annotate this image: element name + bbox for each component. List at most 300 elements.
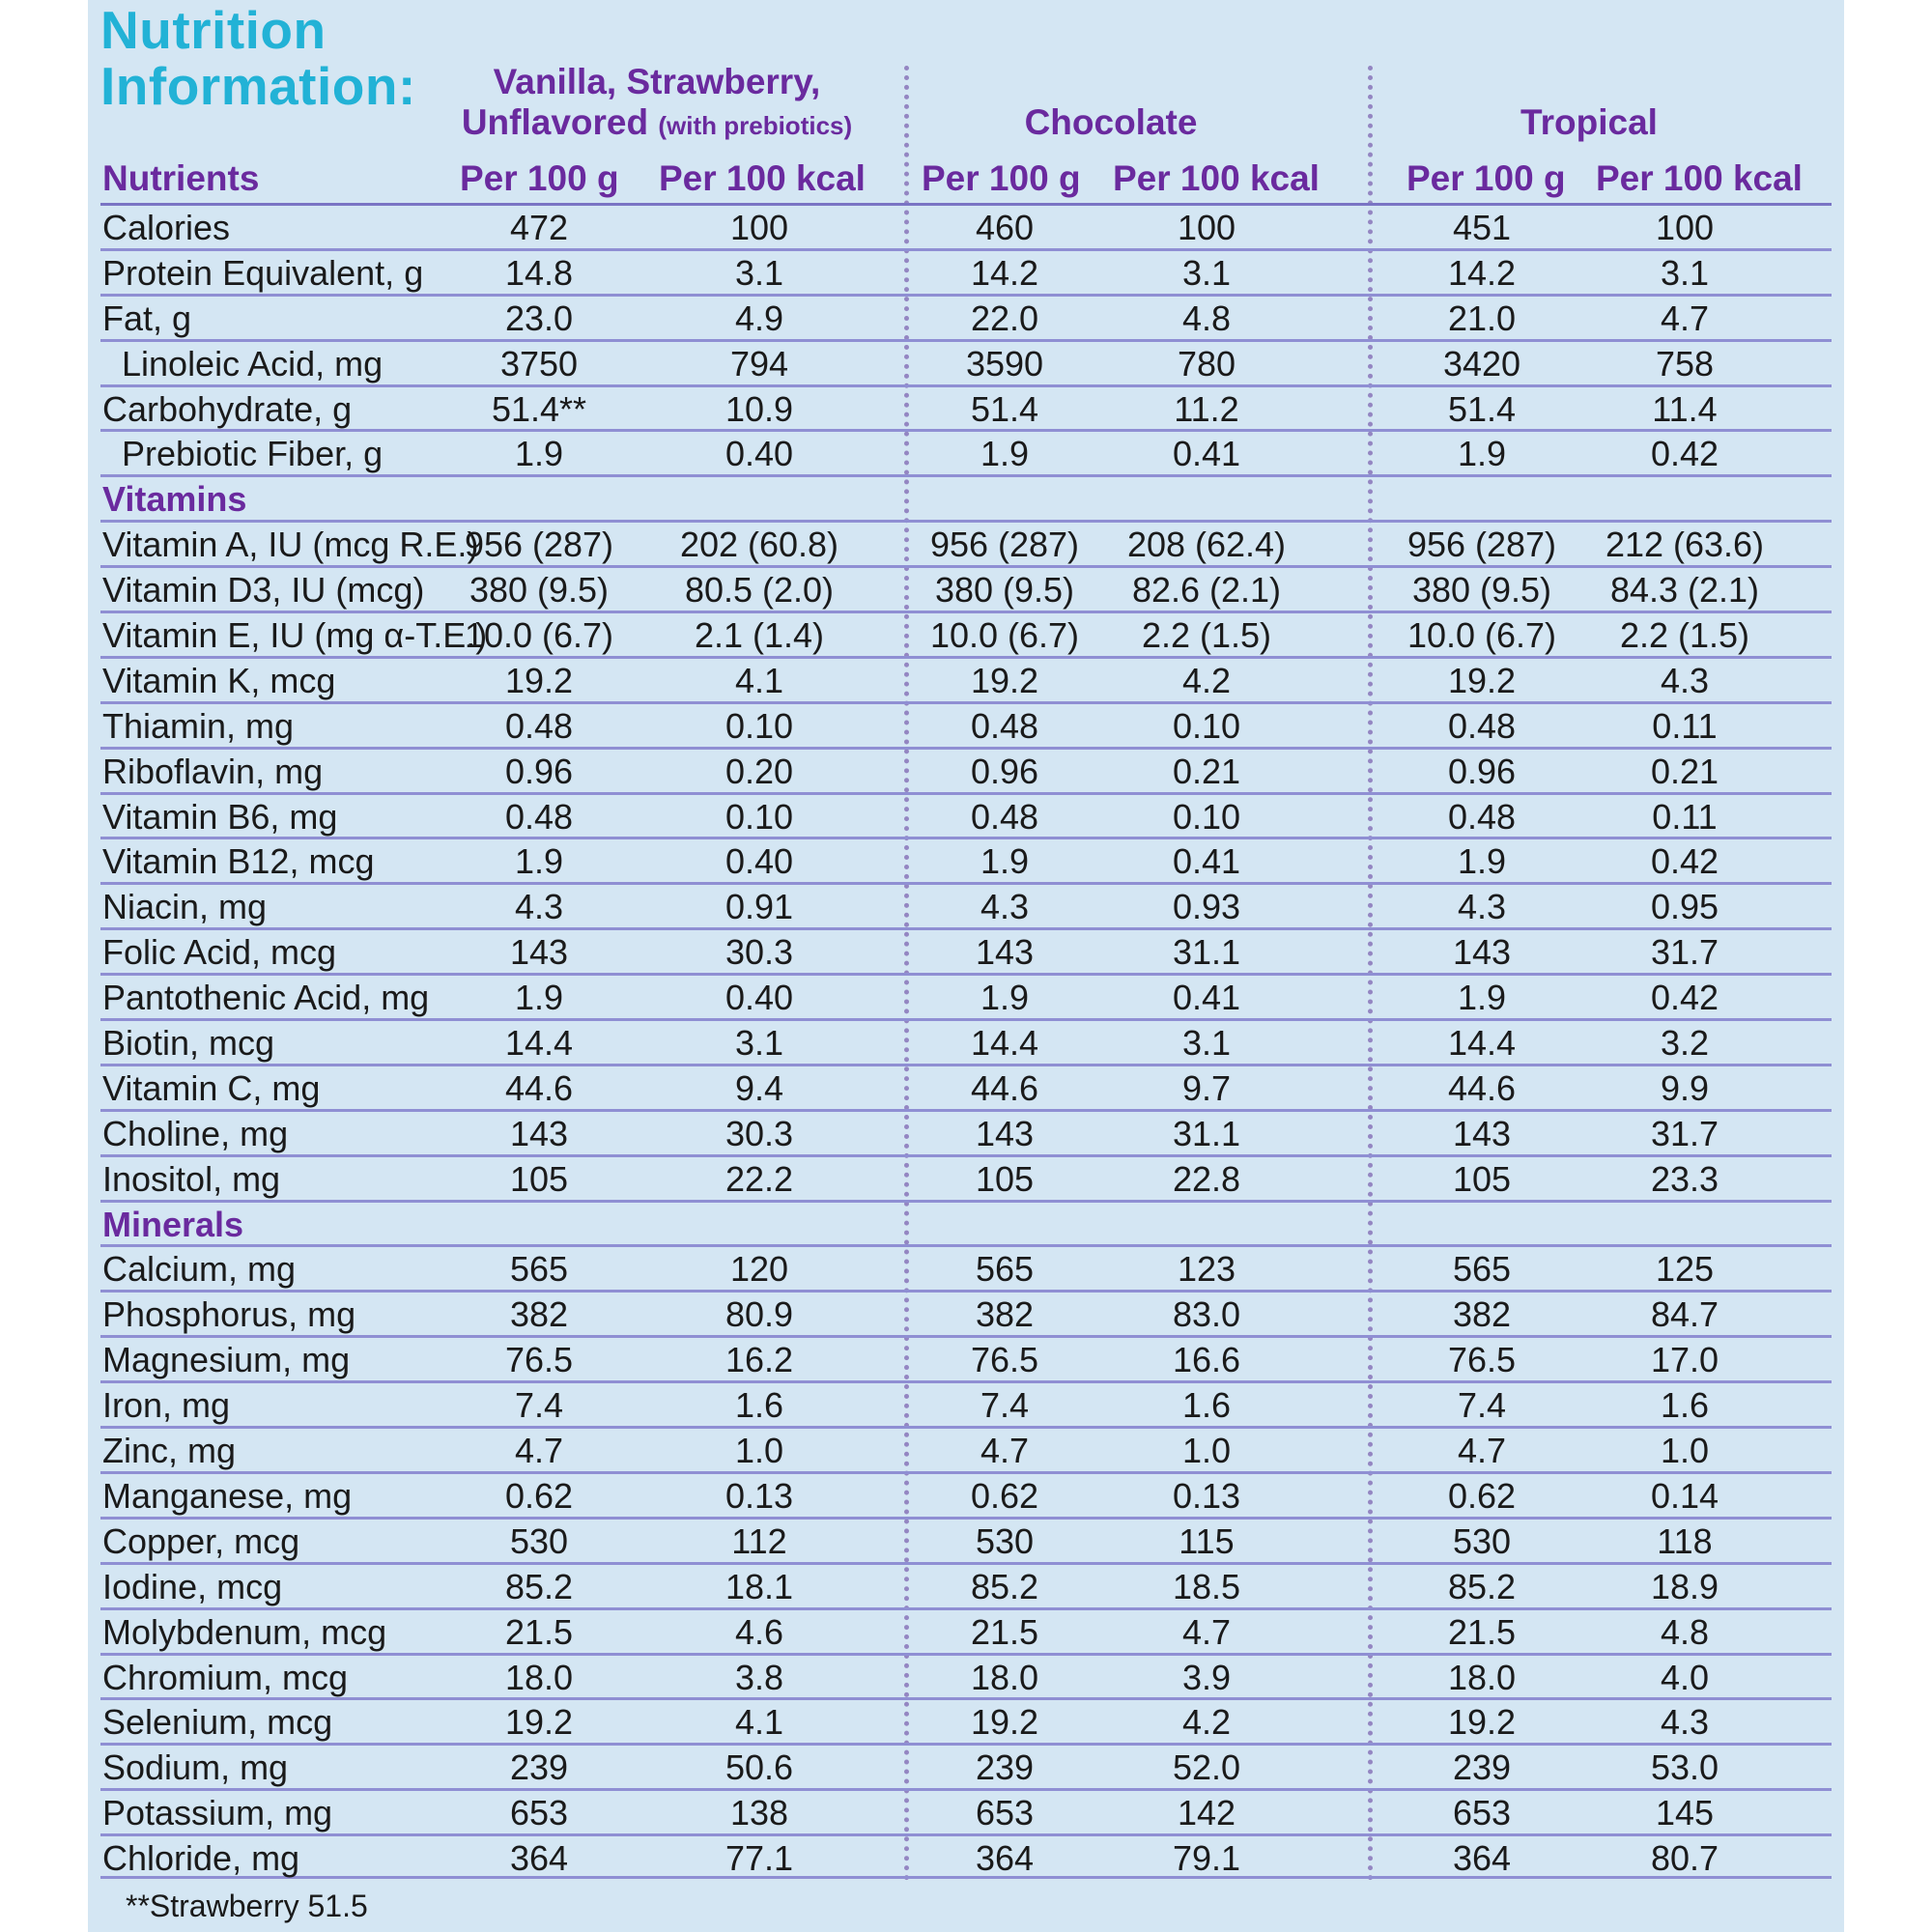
nutrient-name: Choline, mg [102,1113,289,1153]
value-cell: 4.0 [1660,1657,1710,1697]
table-row [100,1018,1832,1064]
table-row [100,565,1832,611]
value-cell: 472 [509,208,569,247]
nutrient-name: Protein Equivalent, g [102,252,424,293]
nutrient-name: Iron, mg [102,1385,231,1426]
value-cell: 23.3 [1650,1158,1719,1199]
group-heading-vanilla-strawberry-unflavored [454,62,860,146]
value-cell: 0.48 [1447,796,1517,837]
value-cell: 2.1 (1.4) [694,615,825,656]
value-cell: 14.8 [504,252,574,293]
table-row [100,1109,1832,1154]
value-cell: 0.48 [1447,705,1517,746]
col-header-per100g-1: Per 100 g [460,158,619,198]
table-row [100,747,1832,792]
value-cell: 21.5 [504,1611,574,1652]
value-cell: 85.2 [970,1566,1039,1606]
value-cell: 11.2 [1174,388,1239,429]
value-cell: 382 [1452,1294,1512,1335]
value-cell: 85.2 [1447,1566,1517,1606]
value-cell: 1.9 [514,978,564,1018]
value-cell: 123 [1177,1249,1236,1290]
nutrient-name: Vitamin K, mcg [102,660,336,700]
col-header-per100kcal-2: Per 100 kcal [1113,158,1320,198]
table-row [100,339,1832,384]
value-cell: 0.40 [724,434,794,474]
value-cell: 31.1 [1172,1113,1241,1153]
table-row [100,1833,1832,1879]
value-cell: 0.42 [1650,434,1719,474]
nutrient-name: Magnesium, mg [102,1340,351,1380]
value-cell: 1.6 [1660,1385,1710,1426]
value-cell: 0.96 [504,751,574,791]
table-row [100,1154,1832,1200]
value-cell: 3.2 [1660,1023,1710,1064]
value-cell: 3.1 [1181,1023,1232,1064]
nutrient-name: Fat, g [102,298,192,338]
table-row [100,248,1832,294]
value-cell: 956 (287) [1406,525,1557,565]
value-cell: 4.7 [1181,1611,1232,1652]
value-cell: 79.1 [1172,1838,1241,1879]
value-cell: 451 [1452,208,1512,247]
value-cell: 11.4 [1652,388,1718,429]
nutrient-name: Calories [102,208,231,247]
value-cell: 0.10 [724,796,794,837]
value-cell: 0.11 [1652,705,1718,746]
value-cell: 18.0 [1447,1657,1517,1697]
value-cell: 653 [509,1793,569,1833]
value-cell: 380 (9.5) [1411,570,1552,611]
value-cell: 10.0 (6.7) [929,615,1080,656]
value-cell: 1.0 [1181,1431,1232,1471]
table-row [100,520,1832,565]
value-cell: 85.2 [504,1566,574,1606]
value-cell: 143 [1452,932,1512,973]
value-cell: 7.4 [1457,1385,1507,1426]
table-row [100,1517,1832,1562]
value-cell: 143 [975,1113,1035,1153]
section-header-row [100,1200,1832,1245]
value-cell: 80.5 (2.0) [684,570,835,611]
value-cell: 76.5 [504,1340,574,1380]
value-cell: 0.95 [1650,887,1719,927]
value-cell: 3420 [1442,343,1521,384]
value-cell: 53.0 [1650,1747,1719,1788]
value-cell: 4.2 [1181,1702,1232,1743]
value-cell: 14.2 [970,252,1039,293]
value-cell: 0.42 [1650,841,1719,882]
value-cell: 16.6 [1172,1340,1241,1380]
value-cell: 7.4 [514,1385,564,1426]
value-cell: 9.4 [734,1067,784,1108]
value-cell: 4.2 [1181,660,1232,700]
value-cell: 18.0 [504,1657,574,1697]
nutrient-name: Folic Acid, mcg [102,932,337,973]
value-cell: 50.6 [724,1747,794,1788]
value-cell: 3.8 [734,1657,784,1697]
nutrient-name: Prebiotic Fiber, g [122,434,384,474]
value-cell: 4.7 [514,1431,564,1471]
table-row [100,1244,1832,1290]
value-cell: 956 (287) [464,525,614,565]
nutrient-name: Carbohydrate, g [102,388,353,429]
value-cell: 380 (9.5) [469,570,610,611]
value-cell: 14.4 [970,1023,1039,1064]
nutrient-name: Copper, mcg [102,1520,300,1561]
value-cell: 758 [1655,343,1715,384]
value-cell: 18.0 [970,1657,1039,1697]
nutrient-name: Sodium, mg [102,1747,289,1788]
nutrient-name: Pantothenic Acid, mg [102,978,430,1018]
col-header-per100kcal-1: Per 100 kcal [659,158,866,198]
value-cell: 4.3 [1457,887,1507,927]
table-row [100,837,1832,882]
value-cell: 0.62 [1447,1475,1517,1516]
group-heading-flavor: Unflavored [461,102,649,142]
value-cell: 1.9 [1457,434,1507,474]
value-cell: 51.4 [1447,388,1517,429]
value-cell: 1.0 [1660,1431,1710,1471]
value-cell: 956 (287) [929,525,1080,565]
table-row [100,927,1832,973]
value-cell: 84.7 [1650,1294,1719,1335]
section-header-row [100,474,1832,520]
value-cell: 4.3 [1660,660,1710,700]
value-cell: 382 [975,1294,1035,1335]
value-cell: 17.0 [1650,1340,1719,1380]
value-cell: 4.8 [1181,298,1232,338]
table-row [100,1653,1832,1698]
value-cell: 0.21 [1650,751,1719,791]
value-cell: 4.7 [980,1431,1030,1471]
value-cell: 30.3 [724,932,794,973]
table-row [100,1290,1832,1335]
value-cell: 100 [729,208,789,247]
table-row [100,1743,1832,1788]
value-cell: 0.48 [970,705,1039,746]
value-cell: 1.0 [734,1431,784,1471]
value-cell: 142 [1177,1793,1236,1833]
table-row [100,611,1832,656]
value-cell: 0.20 [724,751,794,791]
value-cell: 100 [1177,208,1236,247]
value-cell: 565 [509,1249,569,1290]
value-cell: 460 [975,208,1035,247]
value-cell: 118 [1657,1520,1713,1561]
nutrient-name: Linoleic Acid, mg [122,343,384,384]
nutrition-table [100,203,1832,1879]
table-row [100,1607,1832,1653]
value-cell: 21.5 [970,1611,1039,1652]
value-cell: 530 [1452,1520,1512,1561]
value-cell: 4.1 [734,1702,784,1743]
value-cell: 143 [509,932,569,973]
value-cell: 3.1 [1181,252,1232,293]
value-cell: 31.7 [1650,932,1719,973]
value-cell: 10.9 [724,388,794,429]
value-cell: 9.7 [1181,1067,1232,1108]
value-cell: 239 [1452,1747,1512,1788]
value-cell: 565 [975,1249,1035,1290]
value-cell: 22.2 [724,1158,794,1199]
value-cell: 22.8 [1172,1158,1241,1199]
value-cell: 77.1 [724,1838,794,1879]
value-cell: 0.40 [724,978,794,1018]
value-cell: 18.9 [1650,1566,1719,1606]
group-heading-line-1: Vanilla, Strawberry, [493,62,821,101]
nutrient-name: Calcium, mg [102,1249,297,1290]
value-cell: 14.4 [504,1023,574,1064]
value-cell: 380 (9.5) [934,570,1075,611]
value-cell: 19.2 [970,660,1039,700]
nutrient-name: Thiamin, mg [102,705,295,746]
value-cell: 0.62 [504,1475,574,1516]
table-row [100,701,1832,747]
value-cell: 1.9 [514,434,564,474]
value-cell: 3.1 [734,252,784,293]
value-cell: 1.9 [514,841,564,882]
value-cell: 0.13 [1172,1475,1241,1516]
value-cell: 0.21 [1172,751,1241,791]
value-cell: 52.0 [1172,1747,1241,1788]
col-header-per100g-3: Per 100 g [1406,158,1566,198]
table-row [100,882,1832,927]
value-cell: 212 (63.6) [1605,525,1765,565]
nutrient-name: Phosphorus, mg [102,1294,356,1335]
nutrient-name: Molybdenum, mcg [102,1611,387,1652]
nutrient-name: Vitamin E, IU (mg α-T.E.) [102,615,488,656]
page-title [100,2,416,114]
value-cell: 1.9 [980,978,1030,1018]
value-cell: 0.11 [1652,796,1718,837]
group-heading-tropical: Tropical [1520,102,1658,142]
value-cell: 18.5 [1172,1566,1241,1606]
value-cell: 4.1 [734,660,784,700]
value-cell: 19.2 [504,1702,574,1743]
nutrient-name: Vitamin C, mg [102,1067,321,1108]
value-cell: 794 [729,343,789,384]
value-cell: 80.9 [724,1294,794,1335]
value-cell: 0.48 [970,796,1039,837]
value-cell: 31.1 [1172,932,1241,973]
value-cell: 1.6 [1181,1385,1232,1426]
value-cell: 4.8 [1660,1611,1710,1652]
table-row [100,294,1832,339]
value-cell: 112 [731,1520,787,1561]
table-row [100,973,1832,1018]
value-cell: 0.41 [1172,434,1241,474]
value-cell: 0.13 [724,1475,794,1516]
value-cell: 1.9 [1457,978,1507,1018]
value-cell: 145 [1655,1793,1715,1833]
value-cell: 1.9 [980,841,1030,882]
nutrient-name: Potassium, mg [102,1793,333,1833]
table-row [100,1426,1832,1471]
nutrient-name: Chloride, mg [102,1838,300,1879]
table-row [100,1380,1832,1426]
nutrient-name: Selenium, mcg [102,1702,333,1743]
title-line-2: Information: [100,56,416,116]
value-cell: 239 [975,1747,1035,1788]
value-cell: 0.91 [724,887,794,927]
table-row [100,384,1832,430]
value-cell: 530 [509,1520,569,1561]
value-cell: 19.2 [1447,1702,1517,1743]
table-row [100,1697,1832,1743]
col-header-nutrients: Nutrients [102,158,260,198]
value-cell: 100 [1655,208,1715,247]
value-cell: 19.2 [970,1702,1039,1743]
nutrient-name: Zinc, mg [102,1431,237,1471]
section-label: Vitamins [102,479,247,520]
value-cell: 76.5 [970,1340,1039,1380]
group-heading-line-2 [454,102,860,146]
table-row [100,203,1832,248]
value-cell: 653 [1452,1793,1512,1833]
value-cell: 21.5 [1447,1611,1517,1652]
value-cell: 239 [509,1747,569,1788]
value-cell: 3.1 [734,1023,784,1064]
value-cell: 2.2 (1.5) [1141,615,1272,656]
value-cell: 1.9 [980,434,1030,474]
nutrient-name: Inositol, mg [102,1158,281,1199]
value-cell: 105 [509,1158,569,1199]
nutrient-name: Biotin, mcg [102,1023,275,1064]
value-cell: 31.7 [1650,1113,1719,1153]
value-cell: 0.10 [1172,796,1241,837]
group-heading-sub: (with prebiotics) [658,111,853,140]
value-cell: 4.3 [980,887,1030,927]
value-cell: 4.3 [1660,1702,1710,1743]
table-row [100,1471,1832,1517]
value-cell: 2.2 (1.5) [1619,615,1750,656]
value-cell: 10.0 (6.7) [1406,615,1557,656]
value-cell: 30.3 [724,1113,794,1153]
value-cell: 143 [975,932,1035,973]
value-cell: 0.10 [1172,705,1241,746]
value-cell: 76.5 [1447,1340,1517,1380]
value-cell: 1.9 [1457,841,1507,882]
value-cell: 4.7 [1457,1431,1507,1471]
section-label: Minerals [102,1204,244,1244]
value-cell: 3.9 [1181,1657,1232,1697]
value-cell: 44.6 [504,1067,574,1108]
value-cell: 14.4 [1447,1023,1517,1064]
value-cell: 382 [509,1294,569,1335]
table-row [100,1788,1832,1833]
value-cell: 364 [975,1838,1035,1879]
value-cell: 364 [1452,1838,1512,1879]
value-cell: 14.2 [1447,252,1517,293]
value-cell: 0.41 [1172,841,1241,882]
table-row [100,792,1832,838]
nutrient-name: Manganese, mg [102,1475,353,1516]
value-cell: 208 (62.4) [1126,525,1287,565]
value-cell: 19.2 [504,660,574,700]
value-cell: 120 [729,1249,789,1290]
value-cell: 10.0 (6.7) [464,615,614,656]
value-cell: 202 (60.8) [679,525,839,565]
value-cell: 4.6 [734,1611,784,1652]
value-cell: 143 [509,1113,569,1153]
nutrient-name: Vitamin A, IU (mcg R.E.) [102,525,479,565]
value-cell: 83.0 [1172,1294,1241,1335]
table-row [100,429,1832,474]
value-cell: 0.62 [970,1475,1039,1516]
table-row [100,656,1832,701]
value-cell: 0.48 [504,705,574,746]
value-cell: 0.42 [1650,978,1719,1018]
value-cell: 21.0 [1447,298,1517,338]
nutrient-name: Vitamin D3, IU (mcg) [102,570,425,611]
value-cell: 138 [729,1793,789,1833]
nutrient-name: Vitamin B6, mg [102,796,338,837]
value-cell: 653 [975,1793,1035,1833]
value-cell: 105 [975,1158,1035,1199]
value-cell: 780 [1177,343,1236,384]
value-cell: 19.2 [1447,660,1517,700]
col-header-per100g-2: Per 100 g [922,158,1081,198]
value-cell: 82.6 (2.1) [1131,570,1282,611]
value-cell: 3750 [499,343,579,384]
value-cell: 7.4 [980,1385,1030,1426]
value-cell: 3590 [965,343,1044,384]
value-cell: 0.93 [1172,887,1241,927]
footnote: **Strawberry 51.5 [126,1889,368,1923]
value-cell: 22.0 [970,298,1039,338]
nutrient-name: Niacin, mg [102,887,268,927]
value-cell: 0.96 [970,751,1039,791]
table-row [100,1335,1832,1380]
value-cell: 0.40 [724,841,794,882]
title-line-1: Nutrition [100,0,327,60]
value-cell: 0.41 [1172,978,1241,1018]
value-cell: 115 [1179,1520,1235,1561]
value-cell: 0.96 [1447,751,1517,791]
nutrient-name: Riboflavin, mg [102,751,324,791]
value-cell: 3.1 [1660,252,1710,293]
value-cell: 18.1 [724,1566,794,1606]
value-cell: 51.4** [491,388,587,429]
value-cell: 9.9 [1660,1067,1710,1108]
value-cell: 4.9 [734,298,784,338]
value-cell: 364 [509,1838,569,1879]
nutrient-name: Vitamin B12, mcg [102,841,375,882]
value-cell: 565 [1452,1249,1512,1290]
value-cell: 105 [1452,1158,1512,1199]
value-cell: 16.2 [724,1340,794,1380]
value-cell: 84.3 (2.1) [1609,570,1760,611]
nutrient-name: Iodine, mcg [102,1566,283,1606]
group-heading-chocolate: Chocolate [1024,102,1198,142]
table-row [100,1562,1832,1607]
value-cell: 1.6 [734,1385,784,1426]
value-cell: 44.6 [970,1067,1039,1108]
value-cell: 143 [1452,1113,1512,1153]
table-row [100,1064,1832,1109]
value-cell: 80.7 [1650,1838,1719,1879]
value-cell: 4.3 [514,887,564,927]
value-cell: 4.7 [1660,298,1710,338]
value-cell: 530 [975,1520,1035,1561]
value-cell: 125 [1655,1249,1715,1290]
value-cell: 0.48 [504,796,574,837]
value-cell: 51.4 [970,388,1039,429]
value-cell: 0.14 [1650,1475,1719,1516]
nutrient-name: Chromium, mcg [102,1657,349,1697]
value-cell: 0.10 [724,705,794,746]
